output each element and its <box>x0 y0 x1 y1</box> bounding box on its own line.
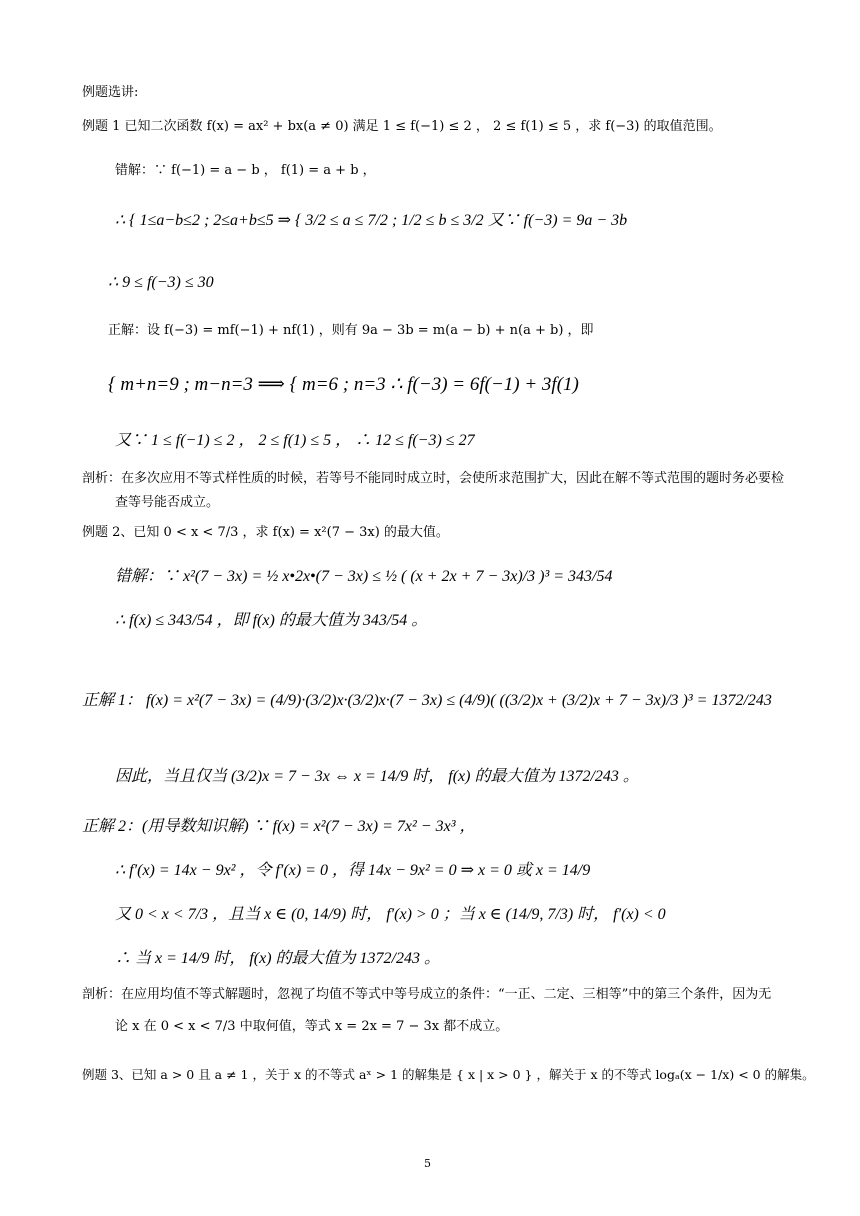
example-2-correct-solution-1-result: 因此，当且仅当 (3/2)x = 7 − 3x ⇔ x = 14/9 时， f(x) 的最大值为 1372/243 。 <box>115 768 639 785</box>
example-2-monotonicity: 又 0 < x < 7/3 ，且当 x ∈ (0, 14/9) 时， f′(x) > 0 ；当 x ∈ (14/9, 7/3) 时， f′(x) < 0 <box>115 906 666 923</box>
example-1-correct-solution: 正解：设 f(−3) = mf(−1) + nf(1) ，则有 9a − 3b = m(a − b) + n(a + b) ，即 <box>108 323 594 338</box>
example-2-statement: 例题 2、已知 0 < x < 7/3 ，求 f(x) = x²(7 − 3x) 的最大值。 <box>82 525 449 540</box>
example-2-correct-solution-1: 正解 1： f(x) = x²(7 − 3x) = (4/9)·(3/2)x·(3/2)x·(7 − 3x) ≤ (4/9)( ((3/2)x + (3/2)x + 7 − 3x)/3 )³ = 1372/243 <box>82 692 772 709</box>
page-number: 5 <box>424 1157 431 1170</box>
example-1-system-inequalities: ∴ { 1≤a−b≤2 ; 2≤a+b≤5 ⇒ { 3/2 ≤ a ≤ 7/2 ; 1/2 ≤ b ≤ 3/2 又∵ f(−3) = 9a − 3b <box>115 212 628 229</box>
example-2-wrong-conclusion: ∴ f(x) ≤ 343/54 ，即 f(x) 的最大值为 343/54 。 <box>115 612 428 629</box>
example-2-correct-solution-2: 正解 2：(用导数知识解) ∵ f(x) = x²(7 − 3x) = 7x² − 3x³ ， <box>82 818 476 835</box>
example-1-analysis: 剖析：在多次应用不等式样性质的时候，若等号不能同时成立时，会使所求范围扩大，因此在解不等式范围的题时务必要检 <box>82 471 785 486</box>
example-2-derivative: ∴ f′(x) = 14x − 9x² ，令 f′(x) = 0 ，得 14x − 9x² = 0 ⇒ x = 0 或 x = 14/9 <box>115 862 591 879</box>
example-1-wrong-solution: 错解：∵ f(−1) = a − b ， f(1) = a + b ， <box>115 163 376 178</box>
example-1-correct-result: 又∵ 1 ≤ f(−1) ≤ 2 ， 2 ≤ f(1) ≤ 5 ， ∴ 12 ≤ f(−3) ≤ 27 <box>115 432 475 449</box>
example-1-analysis-cont: 查等号能否成立。 <box>115 495 220 510</box>
example-2-analysis: 剖析：在应用均值不等式解题时，忽视了均值不等式中等号成立的条件：“一正、二定、三相等”中的第三个条件，因为无 <box>82 987 772 1002</box>
example-3-statement: 例题 3、已知 a > 0 且 a ≠ 1 ，关于 x 的不等式 aˣ > 1 的解集是 { x | x > 0 } ，解关于 x 的不等式 logₐ(x − 1/x) < 0 的解集。 <box>82 1067 815 1082</box>
example-1-wrong-result: ∴ 9 ≤ f(−3) ≤ 30 <box>108 274 214 291</box>
example-1-statement: 例题 1 已知二次函数 f(x) = ax² + bx(a ≠ 0) 满足 1 ≤ f(−1) ≤ 2 ， 2 ≤ f(1) ≤ 5 ，求 f(−3) 的取值范围。 <box>82 119 722 134</box>
example-2-maximum: ∴ 当 x = 14/9 时， f(x) 的最大值为 1372/243 。 <box>115 950 440 967</box>
example-1-coefficient-system: { m+n=9 ; m−n=3 ⟹ { m=6 ; n=3 ∴ f(−3) = 6f(−1) + 3f(1) <box>108 374 579 395</box>
example-2-wrong-solution: 错解：∵ x²(7 − 3x) = ½ x•2x•(7 − 3x) ≤ ½ ( (x + 2x + 7 − 3x)/3 )³ = 343/54 <box>115 568 613 585</box>
example-2-analysis-cont: 论 x 在 0 < x < 7/3 中取何值，等式 x = 2x = 7 − 3x 都不成立。 <box>115 1019 509 1034</box>
section-heading: 例题选讲: <box>82 85 139 100</box>
